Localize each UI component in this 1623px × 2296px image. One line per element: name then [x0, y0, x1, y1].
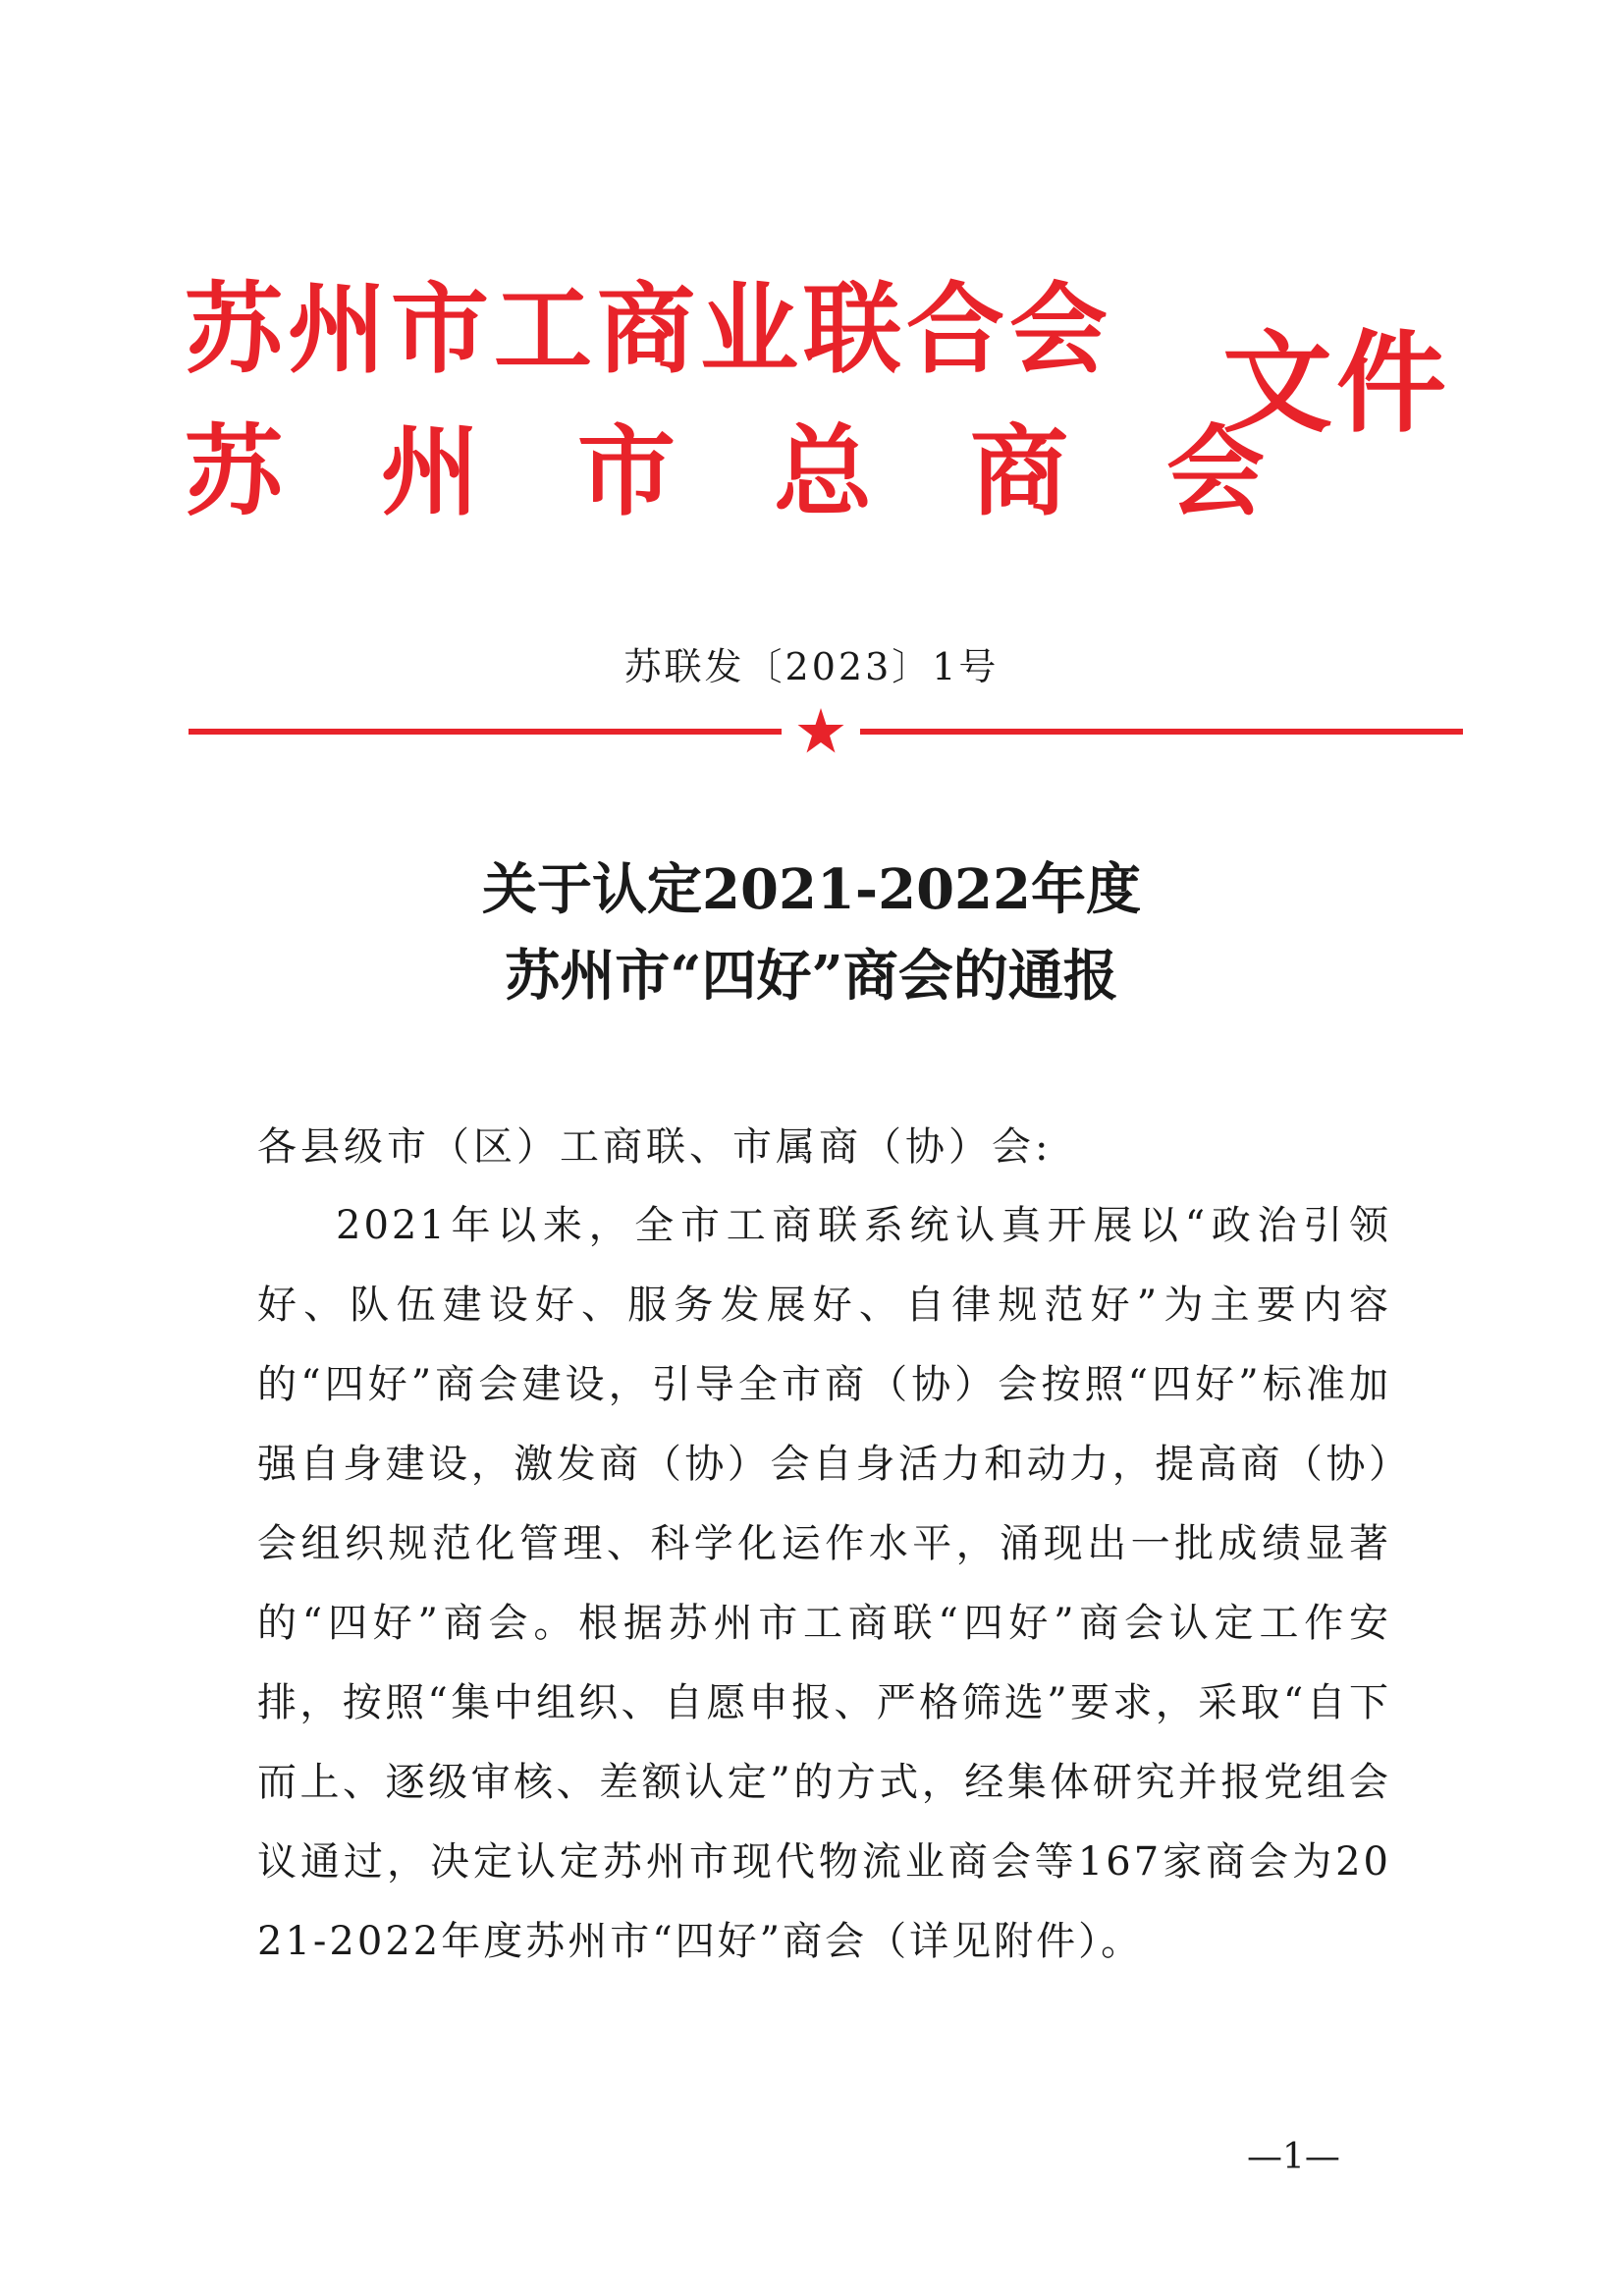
page-number: —1— [1247, 2137, 1340, 2177]
document-title-line-2: 苏州市“四好”商会的通报 [505, 944, 1118, 1009]
body-paragraph: 2021年以来，全市工商联系统认真开展以“政治引领好、队伍建设好、服务发展好、自律规范好”为主要内容的“四好”商会建设，引导全市商（协）会按照“四好”标准加强自身建设，激发商（协）会自身活力和动力，提高商（协）会组织规范化管理、科学化运作水平，涌现出一批成绩显著的“四好”商会。根据苏州市工商联“四好”商会认定工作安排，按照“集中组织、自愿申报、严格筛选”要求，采取“自下而上、逐级审核、差额认定”的方式，经集体研究并报党组会议通过，决定认定苏州市现代物流业商会等167家商会为2021-2022年度苏州市“四好”商会（详见附件）。 [257, 1203, 1391, 1964]
red-divider-right [860, 729, 1463, 735]
document-number: 苏联发〔2023〕1号 [623, 645, 1000, 688]
document-title-line-1: 关于认定2021-2022年度 [482, 857, 1141, 922]
issuer-name-line-1: 苏州市工商业联合会 [185, 271, 1112, 387]
issuer-name-line-2: 苏州市总商会 [185, 413, 1363, 529]
red-star-icon [796, 707, 845, 756]
salutation: 各县级市（区）工商联、市属商（协）会: [257, 1124, 1053, 1170]
red-divider-left [189, 729, 782, 735]
issuer-document-suffix: 文件 [1222, 319, 1450, 448]
